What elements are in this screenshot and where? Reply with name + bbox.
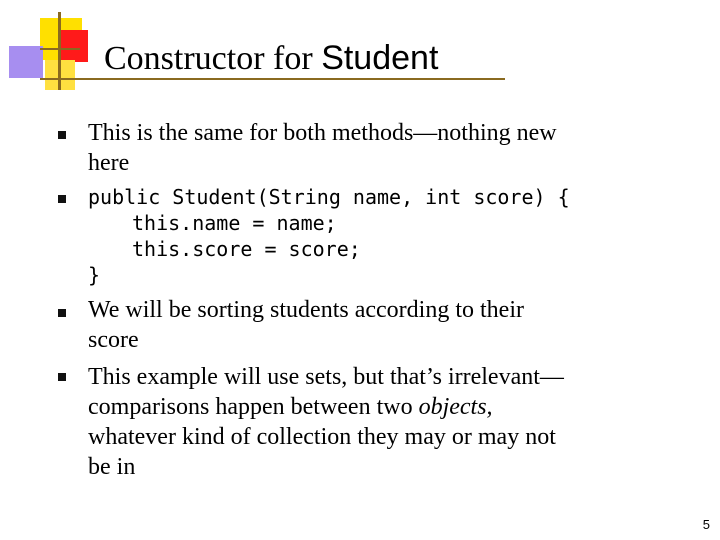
code-line-1: public Student(String name, int score) { bbox=[88, 185, 570, 209]
page-number: 5 bbox=[702, 517, 710, 532]
code-line-3: this.score = score; bbox=[132, 237, 361, 261]
title-prefix: Constructor for bbox=[104, 40, 322, 77]
decor-short-horizontal-line bbox=[40, 48, 80, 50]
bullet-3-text bbox=[88, 295, 658, 355]
bullet-4-line-3: whatever kind of collection they may or may not bbox=[88, 424, 556, 450]
bullet-4-line-4: be in bbox=[88, 454, 136, 480]
decor-red-square bbox=[58, 30, 88, 62]
bullet-1-line-1: This is the same for both methods—nothing new bbox=[88, 120, 557, 146]
bullet-4-emphasis: objects, bbox=[418, 394, 493, 420]
bullet-icon bbox=[58, 195, 66, 203]
bullet-4-line-2 bbox=[88, 392, 658, 422]
bullet-icon bbox=[58, 373, 66, 381]
slide-title bbox=[104, 38, 438, 79]
code-line-4: } bbox=[88, 263, 101, 287]
bullet-3-line-2: score bbox=[88, 327, 139, 353]
bullet-1-text bbox=[88, 118, 658, 178]
bullet-icon bbox=[58, 309, 66, 317]
bullet-1-line-2: here bbox=[88, 150, 130, 176]
bullet-4-line-2-text: comparisons happen between two bbox=[88, 394, 419, 420]
decor-violet-square bbox=[9, 46, 43, 78]
title-code: Student bbox=[321, 39, 439, 77]
code-line-2: this.name = name; bbox=[132, 211, 337, 235]
bullet-3-line-1: We will be sorting students according to their bbox=[88, 297, 524, 323]
bullet-4-line-1: This example will use sets, but that’s irrelevant— bbox=[88, 364, 564, 390]
bullet-4-text bbox=[88, 362, 658, 482]
bullet-icon bbox=[58, 131, 66, 139]
